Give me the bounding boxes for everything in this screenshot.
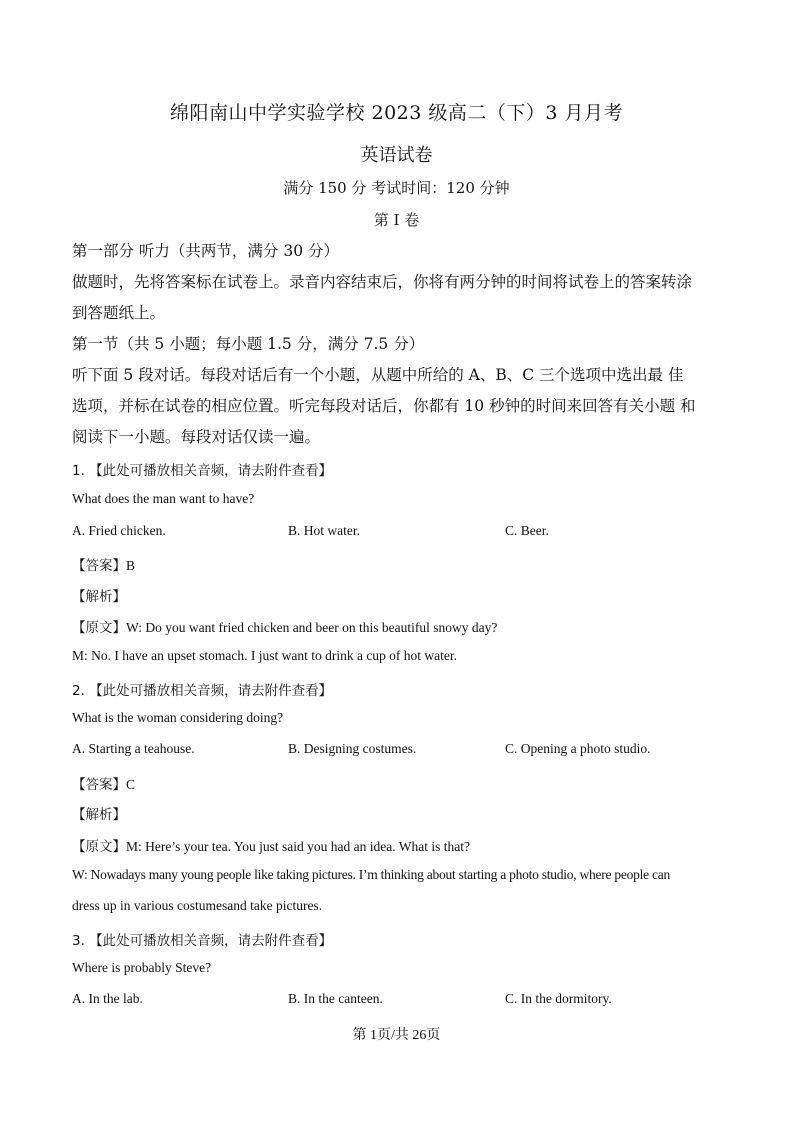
exam-subject: 英语试卷 (360, 145, 433, 166)
question-2-stem: What is the woman considering doing? (72, 710, 284, 725)
answer-label: 【答案】 (72, 777, 126, 793)
question-2-option-b: B. Designing costumes. (288, 741, 417, 756)
instruction-line: 选项，并标在试卷的相应位置。听完每段对话后，你都有 10 秒钟的时间来回答有关小题 和 (72, 397, 696, 415)
question-2-answer (72, 773, 135, 793)
question-1-answer (72, 554, 135, 574)
question-2-original (72, 835, 470, 855)
instruction-line: 听下面 5 段对话。每段对话后有一个小题，从题中所给的 A、B、C 三个选项中选出最 佳 (72, 366, 684, 384)
question-2-option-a: A. Starting a teahouse. (72, 741, 195, 756)
answer-label: 【答案】 (72, 558, 126, 574)
instruction-line: 阅读下一小题。每段对话仅读一遍。 (72, 428, 321, 446)
question-1-option-b: B. Hot water. (288, 523, 360, 538)
exam-title: 绵阳南山中学实验学校 2023 级高二（下）3 月月考 (169, 102, 624, 124)
transcript-line: dress up in various costumesand take pictures. (72, 898, 323, 913)
question-1-stem: What does the man want to have? (72, 491, 255, 506)
question-1-analysis: 【解析】 (72, 589, 126, 605)
answer-value: B (126, 558, 136, 573)
page-number: 第 1页/共 26页 (352, 1028, 441, 1043)
question-3-option-b: B. In the canteen. (288, 991, 383, 1006)
section1-heading: 第一节（共 5 小题；每小题 1.5 分，满分 7.5 分） (72, 335, 425, 353)
instruction-line: 做题时，先将答案标在试卷上。录音内容结束后，你将有两分钟的时间将试卷上的答案转涂 (72, 273, 693, 291)
transcript-line: M: Here’s your tea. You just said you had an idea. What is that? (126, 839, 470, 854)
question-3-option-c: C. In the dormitory. (505, 991, 612, 1006)
original-label: 【原文】 (72, 839, 126, 855)
question-1-option-c: C. Beer. (505, 523, 549, 538)
instruction-line: 到答题纸上。 (72, 304, 166, 322)
exam-meta: 满分 150 分 考试时间：120 分钟 (283, 179, 510, 197)
question-1-original (72, 616, 497, 636)
question-3-stem: Where is probably Steve? (72, 960, 212, 975)
question-2-option-c: C. Opening a photo studio. (505, 741, 651, 756)
answer-value: C (126, 777, 136, 792)
question-1-option-a: A. Fried chicken. (72, 523, 166, 538)
question-2-analysis: 【解析】 (72, 807, 126, 823)
transcript-line: W: Nowadays many young people like taking pictures. I’m thinking about starting a photo studio, where people can (72, 867, 670, 882)
question-3-option-a: A. In the lab. (72, 991, 143, 1006)
volume-label: 第 I 卷 (373, 211, 420, 229)
part1-heading: 第一部分 听力（共两节，满分 30 分） (72, 242, 340, 260)
question-2-header[interactable]: 2. 【此处可播放相关音频，请去附件查看】 (72, 683, 333, 699)
transcript-line: W: Do you want fried chicken and beer on this beautiful snowy day? (126, 620, 498, 635)
original-label: 【原文】 (72, 620, 126, 636)
question-3-header[interactable]: 3. 【此处可播放相关音频，请去附件查看】 (72, 933, 333, 949)
question-1-header[interactable]: 1. 【此处可播放相关音频，请去附件查看】 (72, 463, 333, 479)
transcript-line: M: No. I have an upset stomach. I just want to drink a cup of hot water. (72, 648, 458, 663)
